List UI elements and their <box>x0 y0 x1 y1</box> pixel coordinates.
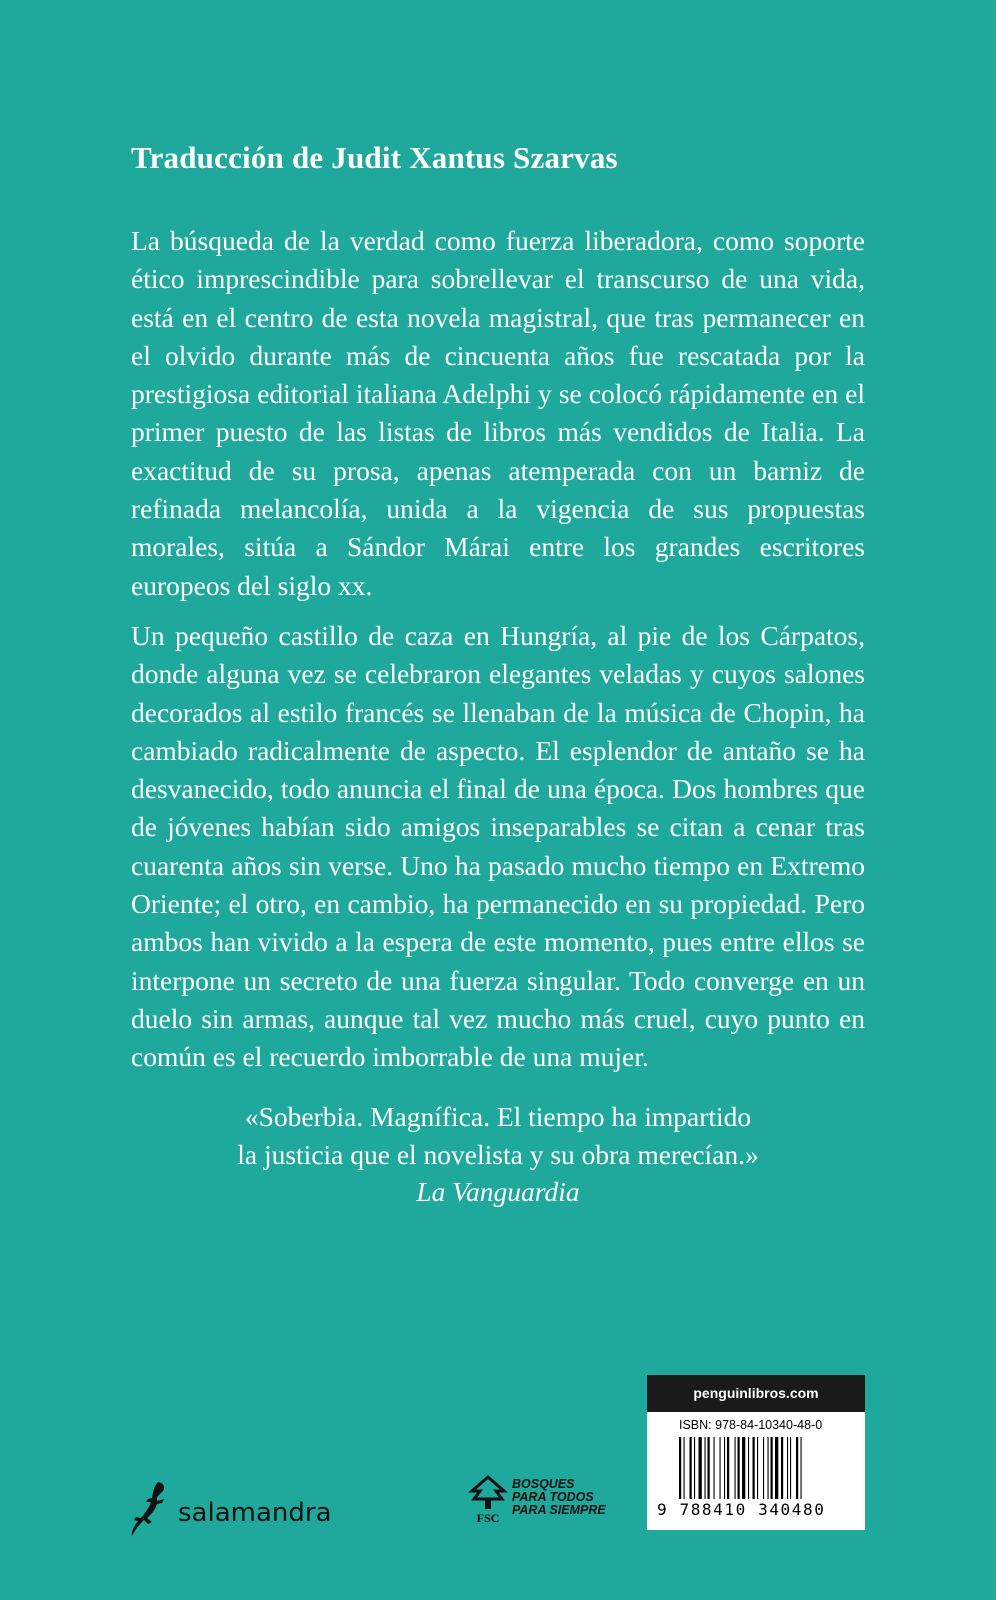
fsc-logo <box>468 1475 606 1526</box>
publisher-website: penguinlibros.com <box>647 1375 865 1412</box>
barcode-digits: 9 788410 340480 <box>657 1500 826 1519</box>
publisher-name: salamandra <box>178 1498 332 1528</box>
publisher-logo <box>128 1480 332 1538</box>
synopsis <box>131 222 865 1089</box>
fsc-line-2: PARA TODOS <box>512 1490 594 1504</box>
salamander-icon <box>128 1480 172 1538</box>
fsc-line-1: BOSQUES <box>512 1477 575 1491</box>
quote-source: La Vanguardia <box>416 1176 580 1207</box>
fsc-tree-icon <box>468 1475 508 1511</box>
fsc-slogan <box>512 1478 606 1517</box>
review-quote <box>0 1098 996 1211</box>
fsc-mark: FSC <box>476 1511 500 1525</box>
synopsis-paragraph-1: La búsqueda de la verdad como fuerza liberadora, como soporte ético imprescindible para sobrellevar el transcurso de una vida, está en el centro de esta novela magistral, que tras permanecer en el olvido durante más de cincuenta años fue rescatada por la prestigiosa editorial italiana Adelphi y se colocó rápidamente en el primer puesto de las listas de libros más vendidos de Italia. La exactitud de su prosa, apenas atemperada con un barniz de refinada melancolía, unida a la vigencia de sus propuestas morales, sitúa a Sándor Márai entre los grandes escritores europeos del siglo xx. <box>131 225 865 601</box>
translator-credit: Traducción de Judit Xantus Szarvas <box>131 140 618 175</box>
fsc-line-3: PARA SIEMPRE <box>512 1503 606 1517</box>
barcode-panel <box>647 1375 865 1530</box>
barcode-icon <box>679 1437 839 1499</box>
quote-line-2: la justicia que el novelista y su obra merecían.» <box>237 1138 759 1170</box>
quote-line-1: «Soberbia. Magnífica. El tiempo ha impartido <box>244 1101 752 1132</box>
synopsis-paragraph-2: Un pequeño castillo de caza en Hungría, al pie de los Cárpatos, donde alguna vez se celebraron elegantes veladas y cuyos salones decorados al estilo francés se llenaban de la música de Chopin, ha cambiado radicalmente de aspecto. El esplendor de antaño se ha desvanecido, todo anuncia el final de una época. Dos hombres que de jóvenes habían sido amigos inseparables se citan a cenar tras cuarenta años sin verse. Uno ha pasado mucho tiempo en Extremo Oriente; el otro, en cambio, ha permanecido en su propiedad. Pero ambos han vivido a la espera de este momento, pues entre ellos se interpone un secreto de una fuerza singular. Todo converge en un duelo sin armas, aunque tal vez mucho más cruel, cuyo punto en común es el recuerdo imborrable de una mujer. <box>131 619 865 1073</box>
isbn-number: ISBN: 978-84-10340-48-0 <box>679 1418 823 1432</box>
